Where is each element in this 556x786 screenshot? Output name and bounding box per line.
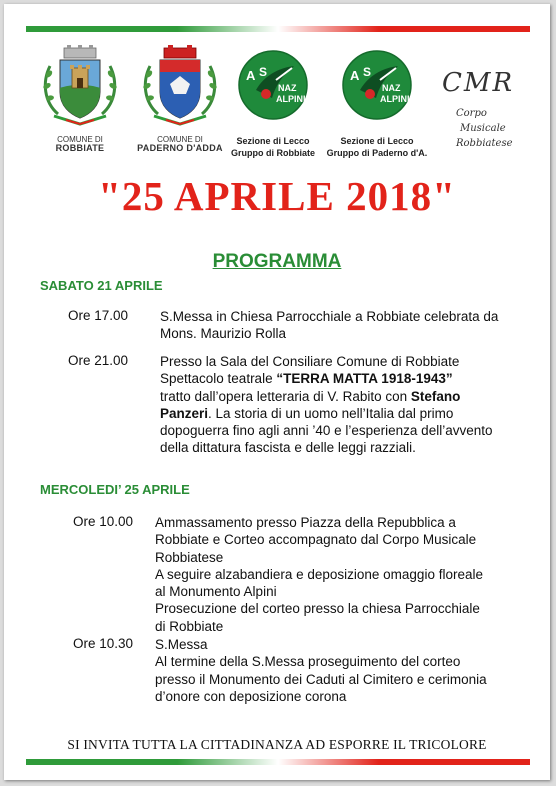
ana-paderno-line2: Gruppo di Paderno d'A. [326, 148, 428, 158]
cmr-line2: Musicale [460, 123, 506, 134]
event-text-line: d’onore con deposizione corona [155, 688, 347, 704]
event-text-line: Al termine della S.Messa proseguimento del corteo [155, 654, 461, 670]
tricolor-band-bottom [26, 759, 530, 765]
ana-letter-a: A [246, 68, 256, 83]
event-text-line: della dittatura fascista e delle leggi razziali. [160, 440, 416, 456]
ana-robbiate-caption [228, 135, 318, 159]
ana-letter-s: S [363, 65, 372, 79]
event-text-line: S.Messa [155, 637, 208, 652]
cmr-line1: Corpo [456, 108, 487, 119]
event-text-line: A seguire alzabandiera e deposizione omaggio floreale [155, 566, 483, 582]
poster-page [4, 4, 550, 780]
ana-letter-s: S [259, 65, 268, 79]
paderno-caption [135, 135, 225, 153]
event-time: Ore 21.00 [68, 353, 129, 368]
event-description [160, 308, 498, 343]
ana-alpini-label: ALPINI [276, 94, 306, 104]
day-header-sabato: SABATO 21 APRILE [40, 278, 163, 293]
event-text-line [160, 370, 492, 387]
event-text-line: Presso la Sala del Consiliare Comune di Robbiate [160, 354, 460, 369]
ana-paderno-caption [326, 135, 428, 159]
event-text-line: Mons. Maurizio Rolla [160, 326, 287, 342]
event-text-line: Ammassamento presso Piazza della Repubblica a [155, 515, 456, 530]
day-header-mercoledi: MERCOLEDI’ 25 APRILE [40, 482, 190, 497]
event-text-line [160, 405, 492, 422]
footer-invitation: SI INVITA TUTTA LA CITTADINANZA AD ESPORRE IL TRICOLORE [67, 737, 487, 752]
event-description [155, 636, 487, 705]
ana-robbiate-line1: Sezione di Lecco [236, 136, 310, 146]
cmr-line3: Robbiatese [456, 138, 513, 149]
event-text-span: Spettacolo teatrale [160, 371, 277, 387]
ana-letter-a: A [350, 68, 360, 83]
event-description [160, 353, 492, 457]
event-description [155, 514, 483, 635]
ana-alpini-emblem-icon [238, 50, 308, 120]
ana-alpini-label: ALPINI [380, 94, 410, 104]
ana-naz-label: NAZ [382, 83, 401, 93]
event-text-line: Robbiatese [155, 549, 224, 565]
event-text-line: al Monumento Alpini [155, 584, 277, 600]
ana-robbiate-line2: Gruppo di Robbiate [231, 148, 315, 158]
performer-first-name: Stefano [410, 388, 461, 404]
event-text-line: dopoguerra fino agli anni ’40 e l’esperienza dell’avvento [160, 423, 493, 439]
ana-alpini-emblem-icon [342, 50, 412, 120]
event-text-line [160, 388, 492, 405]
event-text-line: Prosecuzione del corteo presso la chiesa Parrocchiale [155, 601, 480, 617]
paderno-name: PADERNO D'ADDA [137, 143, 223, 153]
main-title: "25 APRILE 2018" [98, 173, 456, 219]
event-text-line: S.Messa in Chiesa Parrocchiale a Robbiate celebrata da [160, 309, 499, 324]
cmr-initials: CMR [442, 68, 515, 98]
robbiate-comune-label: COMUNE DI [57, 135, 103, 144]
event-time: Ore 10.00 [73, 514, 134, 529]
robbiate-name: ROBBIATE [55, 143, 105, 153]
robbiate-coat-of-arms-icon [40, 44, 120, 130]
ana-naz-label: NAZ [278, 83, 297, 93]
ana-paderno-line1: Sezione di Lecco [340, 136, 414, 146]
event-text-line: Robbiate e Corteo accompagnato dal Corpo Musicale [155, 532, 477, 548]
programma-heading: PROGRAMMA [212, 251, 342, 272]
tricolor-band-top [26, 26, 530, 32]
event-text-line: di Robbiate [155, 618, 224, 634]
event-time: Ore 10.30 [73, 636, 134, 651]
event-text-span: . La storia di un uomo nell’Italia dal primo [208, 405, 454, 421]
paderno-coat-of-arms-icon [140, 44, 220, 130]
event-text-line: presso il Monumento dei Caduti al Cimitero e cerimonia [155, 671, 487, 687]
show-title: “TERRA MATTA 1918-1943” [276, 371, 453, 387]
event-time: Ore 17.00 [68, 308, 129, 323]
event-text-span: tratto dall’opera letteraria di V. Rabito con [160, 388, 411, 404]
robbiate-caption [40, 135, 120, 153]
performer-last-name: Panzeri [160, 405, 209, 421]
paderno-comune-label: COMUNE DI [157, 135, 203, 144]
